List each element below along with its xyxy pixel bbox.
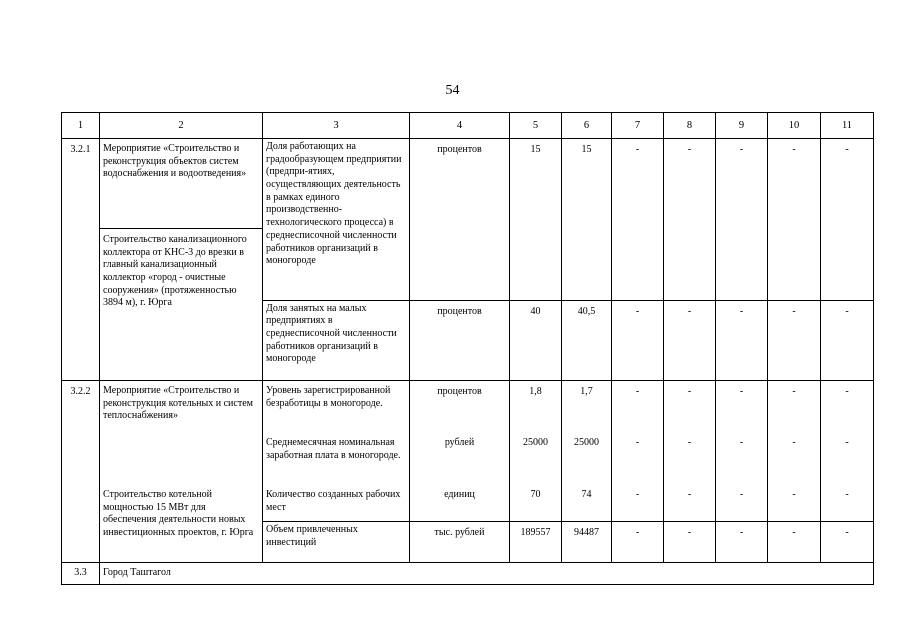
- unit-cell: [410, 381, 510, 522]
- indicator-text: Среднемесячная номинальная заработная плата в моногороде.: [266, 437, 401, 461]
- unit-cell: процентов: [410, 139, 510, 301]
- unit-cell: процентов: [410, 300, 510, 380]
- indicator-cell: Объем привлеченных инвестиций: [263, 522, 410, 563]
- indicator-text: Уровень зарегистрированной безработицы в моногороде.: [266, 385, 391, 409]
- value-text: -: [792, 386, 796, 397]
- value-text: 25000: [523, 437, 548, 448]
- header-cell: 7: [612, 113, 664, 139]
- value-cell: -: [664, 139, 716, 301]
- value-cell: -: [664, 522, 716, 563]
- value-cell: -: [821, 300, 874, 380]
- value-cell: 40: [510, 300, 562, 380]
- project-title: Строительство котельной мощностью 15 МВт для обеспечения деятельности новых инвестиционных проектов, г. Юрга: [103, 489, 254, 539]
- value-cell: [664, 381, 716, 522]
- value-text: -: [739, 437, 744, 448]
- value-cell: [562, 381, 612, 522]
- value-cell: -: [821, 522, 874, 563]
- indicator-cell: Доля работающих на градообразующем предприятии (предпри-ятиях, осуществляющих деятельность в рамках единого производственно-технологического процесса) в среднесписочной численности работников организаций в моногороде: [263, 139, 410, 301]
- indicator-cell: [263, 381, 410, 522]
- value-text: -: [792, 437, 796, 448]
- value-cell: -: [768, 300, 821, 380]
- value-text: -: [687, 386, 692, 397]
- value-cell: -: [612, 300, 664, 380]
- unit-text: рублей: [444, 437, 475, 448]
- project-title: Строительство канализационного коллектора от КНС-3 до врезки в главный канализационный коллектор «город - очистные сооружения» (протяженностью 3894 м), г. Юрга: [103, 234, 247, 309]
- header-cell: 1: [62, 113, 100, 139]
- value-text: -: [687, 489, 692, 500]
- value-cell: 189557: [510, 522, 562, 563]
- value-cell: -: [716, 139, 768, 301]
- value-text: 1,8: [529, 386, 542, 397]
- table-row: [62, 563, 874, 585]
- value-text: -: [845, 437, 849, 448]
- value-cell: -: [768, 139, 821, 301]
- header-cell: 10: [768, 113, 821, 139]
- value-cell: 15: [510, 139, 562, 301]
- value-text: 1,7: [580, 386, 593, 397]
- unit-text: процентов: [437, 386, 482, 397]
- value-text: 70: [530, 489, 541, 500]
- header-cell: 11: [821, 113, 874, 139]
- page-number: 54: [445, 83, 460, 98]
- value-cell: 15: [562, 139, 612, 301]
- header-cell: 9: [716, 113, 768, 139]
- value-text: -: [739, 386, 744, 397]
- value-text: 74: [581, 489, 592, 500]
- header-row: [62, 113, 874, 139]
- value-cell: -: [664, 300, 716, 380]
- measure-title: Мероприятие «Строительство и реконструкция объектов систем водоснабжения и водоотведения»: [103, 143, 247, 180]
- table-row: [62, 381, 874, 522]
- header-cell: 6: [562, 113, 612, 139]
- measure-cell: [100, 139, 263, 381]
- header-cell: 5: [510, 113, 562, 139]
- indicator-cell: Доля занятых на малых предприятиях в среднесписочной численности работников организаций в моногороде: [263, 300, 410, 380]
- value-text: -: [635, 437, 640, 448]
- header-cell: 4: [410, 113, 510, 139]
- program-table: [61, 112, 874, 585]
- measure-title: Мероприятие «Строительство и реконструкция котельных и систем теплоснабжения»: [103, 385, 253, 422]
- value-cell: -: [716, 300, 768, 380]
- value-cell: -: [716, 522, 768, 563]
- header-cell: 2: [100, 113, 263, 139]
- section-title: Город Таштагол: [100, 563, 874, 585]
- value-cell: -: [768, 522, 821, 563]
- value-cell: -: [612, 139, 664, 301]
- value-cell: [716, 381, 768, 522]
- row-number: 3.3: [62, 563, 100, 585]
- value-text: -: [792, 489, 796, 500]
- table-row: [62, 139, 874, 301]
- value-cell: -: [821, 139, 874, 301]
- row-number: 3.2.1: [62, 139, 100, 381]
- value-cell: 94487: [562, 522, 612, 563]
- value-cell: [821, 381, 874, 522]
- value-cell: [510, 381, 562, 522]
- value-text: -: [635, 386, 640, 397]
- value-text: -: [687, 437, 692, 448]
- value-text: 25000: [574, 437, 599, 448]
- indicator-text: Количество созданных рабочих мест: [266, 489, 401, 513]
- value-text: -: [845, 489, 849, 500]
- row-number: 3.2.2: [62, 381, 100, 563]
- value-text: -: [739, 489, 744, 500]
- header-cell: 8: [664, 113, 716, 139]
- value-cell: [768, 381, 821, 522]
- value-cell: [612, 381, 664, 522]
- value-text: -: [635, 489, 640, 500]
- unit-cell: тыс. рублей: [410, 522, 510, 563]
- value-text: -: [845, 386, 849, 397]
- measure-cell: [100, 381, 263, 563]
- value-cell: -: [612, 522, 664, 563]
- value-cell: 40,5: [562, 300, 612, 380]
- unit-text: единиц: [444, 489, 475, 500]
- header-cell: 3: [263, 113, 410, 139]
